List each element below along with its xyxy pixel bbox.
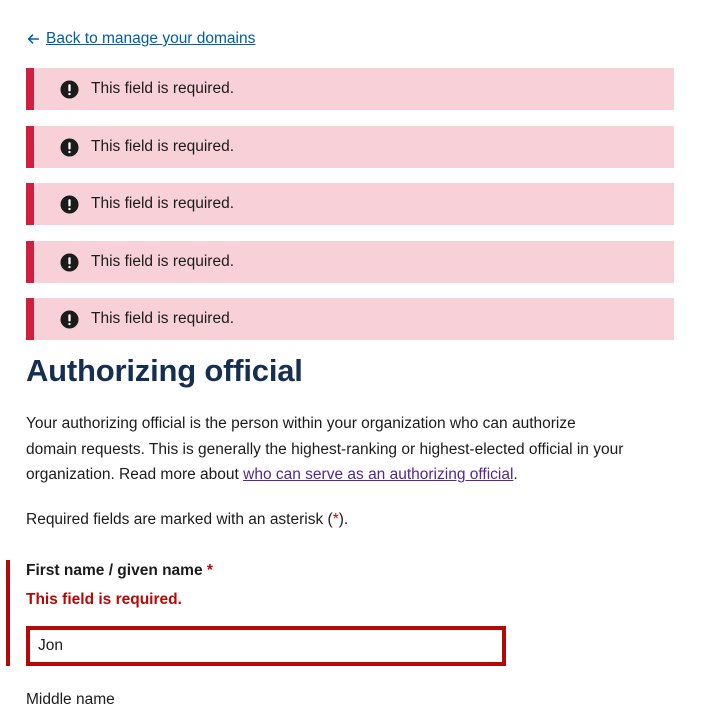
page-title: Authorizing official	[26, 353, 303, 388]
error-alert-1	[26, 68, 674, 110]
first-name-label-text: First name / given name	[26, 562, 203, 579]
first-name-label	[26, 562, 213, 580]
alert-text: This field is required.	[91, 253, 235, 270]
alert-text: This field is required.	[91, 80, 235, 97]
alert-text: This field is required.	[91, 195, 235, 212]
first-name-required-asterisk: *	[206, 562, 213, 579]
error-icon	[60, 195, 79, 214]
back-to-domains-link[interactable]	[26, 30, 255, 48]
required-note-text: Required fields are marked with an asterisk (	[26, 511, 333, 528]
alert-text: This field is required.	[91, 310, 235, 327]
required-fields-note	[26, 511, 348, 529]
alert-text: This field is required.	[91, 138, 235, 155]
error-icon	[60, 80, 79, 99]
intro-text: Your authorizing official is the person within your organization who can authorize domain requests. This is generally the highest-ranking or highest-elected official in your organization. Read more about	[26, 415, 624, 483]
intro-paragraph	[26, 411, 626, 488]
back-link-label: Back to manage your domains	[46, 30, 256, 47]
required-note-end: ).	[338, 511, 349, 528]
authorizing-official-info-link[interactable]: who can serve as an authorizing official	[243, 466, 514, 483]
error-alert-5	[26, 298, 674, 340]
arrow-left-icon	[26, 32, 40, 46]
error-icon	[60, 138, 79, 157]
error-icon	[60, 310, 79, 329]
first-name-error-message: This field is required.	[26, 591, 182, 608]
error-alert-2	[26, 126, 674, 168]
error-alert-4	[26, 241, 674, 283]
required-asterisk: *	[332, 511, 339, 528]
middle-name-label: Middle name	[26, 691, 115, 705]
error-alert-3	[26, 183, 674, 225]
first-name-input[interactable]	[26, 626, 506, 666]
error-icon	[60, 253, 79, 272]
intro-text-end: .	[513, 466, 518, 483]
